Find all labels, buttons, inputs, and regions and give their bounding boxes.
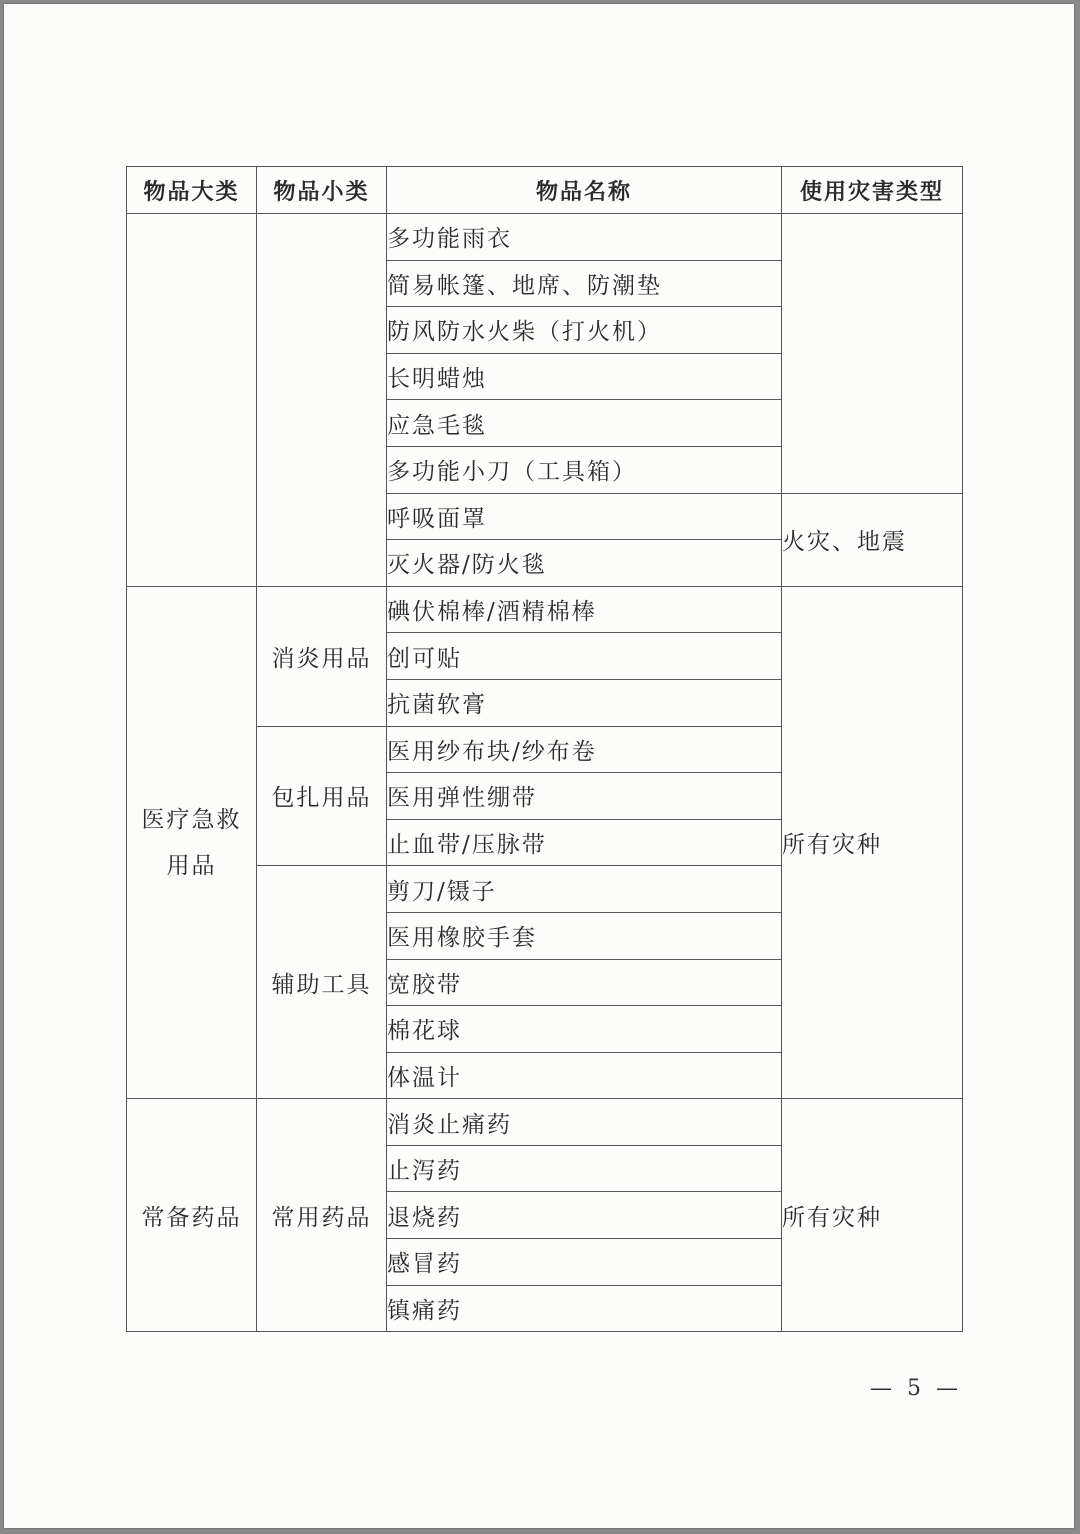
- document-page: [4, 4, 1074, 1528]
- item-name-cell: 抗菌软膏: [387, 679, 782, 726]
- header-disaster-type: 使用灾害类型: [782, 167, 963, 214]
- disaster-type-cell: 所有灾种: [782, 586, 963, 1099]
- item-name-cell: 医用纱布块/纱布卷: [387, 726, 782, 773]
- item-name-cell: 应急毛毯: [387, 400, 782, 447]
- header-row: [127, 167, 963, 214]
- category-line: 医疗急救: [141, 806, 242, 833]
- category-cell: [127, 214, 257, 587]
- item-name-cell: 棉花球: [387, 1006, 782, 1053]
- table-row: [127, 586, 963, 633]
- item-name-cell: 灭火器/防火毯: [387, 540, 782, 587]
- subcategory-cell: 常用药品: [257, 1099, 387, 1332]
- item-name-cell: 止血带/压脉带: [387, 819, 782, 866]
- item-name-cell: 感冒药: [387, 1239, 782, 1286]
- item-name-cell: 止泻药: [387, 1145, 782, 1192]
- item-name-cell: 多功能雨衣: [387, 214, 782, 261]
- category-line: 用品: [166, 852, 217, 879]
- page-number: — 5 —: [870, 1376, 962, 1401]
- disaster-type-cell: [782, 214, 963, 494]
- item-name-cell: 医用弹性绷带: [387, 773, 782, 820]
- subcategory-cell: 辅助工具: [257, 866, 387, 1099]
- item-name-cell: 碘伏棉棒/酒精棉棒: [387, 586, 782, 633]
- item-name-cell: 退烧药: [387, 1192, 782, 1239]
- table-row: [127, 1099, 963, 1146]
- header-subcategory: 物品小类: [257, 167, 387, 214]
- item-name-cell: 创可贴: [387, 633, 782, 680]
- item-name-cell: 医用橡胶手套: [387, 912, 782, 959]
- item-name-cell: 剪刀/镊子: [387, 866, 782, 913]
- category-cell: [127, 586, 257, 1099]
- subcategory-cell: 消炎用品: [257, 586, 387, 726]
- disaster-type-cell: 火灾、地震: [782, 493, 963, 586]
- subcategory-cell: [257, 214, 387, 587]
- header-category: 物品大类: [127, 167, 257, 214]
- item-name-cell: 呼吸面罩: [387, 493, 782, 540]
- disaster-type-cell: 所有灾种: [782, 1099, 963, 1332]
- header-item-name: 物品名称: [387, 167, 782, 214]
- item-name-cell: 体温计: [387, 1052, 782, 1099]
- table-row: [127, 214, 963, 261]
- item-name-cell: 多功能小刀（工具箱）: [387, 446, 782, 493]
- subcategory-cell: 包扎用品: [257, 726, 387, 866]
- category-cell: 常备药品: [127, 1099, 257, 1332]
- supplies-table: [126, 166, 963, 1332]
- item-name-cell: 简易帐篷、地席、防潮垫: [387, 260, 782, 307]
- item-name-cell: 消炎止痛药: [387, 1099, 782, 1146]
- item-name-cell: 防风防水火柴（打火机）: [387, 307, 782, 354]
- item-name-cell: 镇痛药: [387, 1285, 782, 1332]
- item-name-cell: 长明蜡烛: [387, 353, 782, 400]
- item-name-cell: 宽胶带: [387, 959, 782, 1006]
